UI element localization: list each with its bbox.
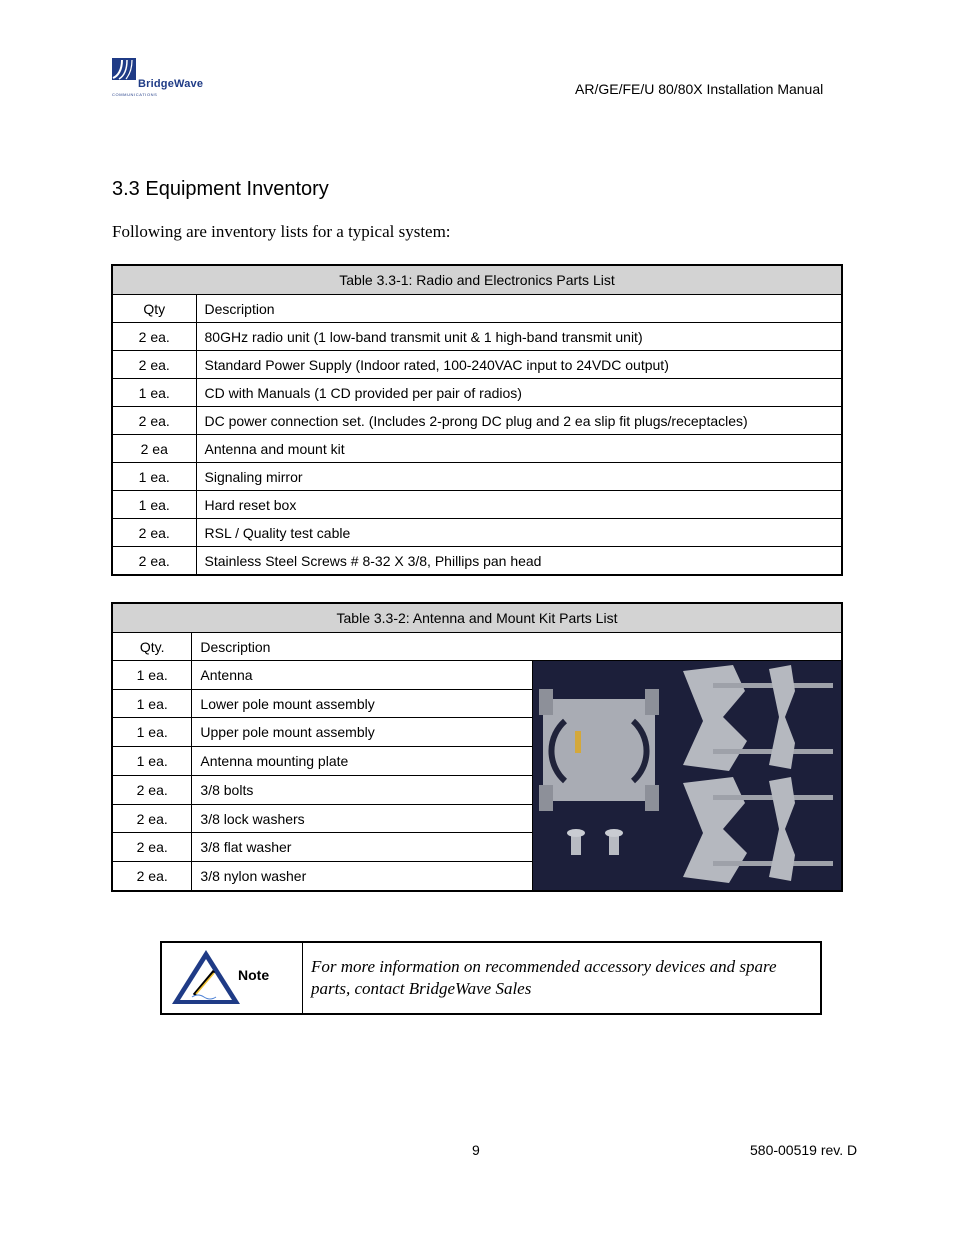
radio-electronics-parts-table [111, 264, 843, 576]
description-cell: DC power connection set. (Includes 2-prong DC plug and 2 ea slip fit plugs/receptacles) [196, 407, 842, 435]
description-cell: Antenna [192, 661, 533, 690]
column-header-description: Description [196, 295, 842, 323]
qty-cell: 2 ea. [112, 407, 196, 435]
qty-cell: 1 ea. [112, 689, 192, 718]
qty-cell: 2 ea. [112, 775, 192, 804]
qty-cell: 2 ea [112, 435, 196, 463]
intro-text: Following are inventory lists for a typical system: [112, 222, 451, 241]
description-cell: Stainless Steel Screws # 8-32 X 3/8, Phillips pan head [196, 547, 842, 576]
logo-text: BridgeWave [138, 78, 204, 90]
qty-cell: 1 ea. [112, 661, 192, 690]
description-cell: RSL / Quality test cable [196, 519, 842, 547]
manual-title: AR/GE/FE/U 80/80X Installation Manual [575, 81, 824, 97]
table-caption: Table 3.3-1: Radio and Electronics Parts List [112, 265, 842, 295]
qty-cell: 2 ea. [112, 804, 192, 833]
description-cell: 3/8 bolts [192, 775, 533, 804]
qty-cell: 1 ea. [112, 463, 196, 491]
column-header-qty: Qty [112, 295, 196, 323]
antenna-mount-kit-parts-table [111, 602, 843, 892]
description-cell: Antenna and mount kit [196, 435, 842, 463]
document-number: 580-00519 rev. D [750, 1142, 858, 1158]
qty-cell: 2 ea. [112, 833, 192, 862]
table-row [112, 463, 842, 491]
logo-subtext: COMMUNICATIONS [112, 92, 158, 97]
note-text: For more information on recommended accessory devices and spare parts, contact BridgeWave Sales [311, 957, 777, 998]
table-row [112, 661, 842, 690]
table-row [112, 407, 842, 435]
mount-kit-photo [533, 661, 843, 892]
section-title: 3.3 Equipment Inventory [112, 178, 329, 200]
description-cell: Signaling mirror [196, 463, 842, 491]
description-cell: 80GHz radio unit (1 low-band transmit unit & 1 high-band transmit unit) [196, 323, 842, 351]
description-cell: Antenna mounting plate [192, 747, 533, 776]
note-pencil-icon [170, 947, 242, 1007]
qty-cell: 2 ea. [112, 323, 196, 351]
qty-cell: 1 ea. [112, 491, 196, 519]
description-cell: Standard Power Supply (Indoor rated, 100-240VAC input to 24VDC output) [196, 351, 842, 379]
qty-cell: 1 ea. [112, 718, 192, 747]
description-cell: Upper pole mount assembly [192, 718, 533, 747]
note-divider [302, 943, 303, 1013]
table-row [112, 379, 842, 407]
table-row [112, 351, 842, 379]
qty-cell: 1 ea. [112, 379, 196, 407]
mount-kit-photo-image [533, 661, 841, 887]
description-cell: CD with Manuals (1 CD provided per pair of radios) [196, 379, 842, 407]
column-header-qty: Qty. [112, 633, 192, 661]
description-cell: 3/8 nylon washer [192, 862, 533, 891]
description-cell: Hard reset box [196, 491, 842, 519]
description-cell: Lower pole mount assembly [192, 689, 533, 718]
note-label: Note [238, 967, 270, 983]
table-row [112, 491, 842, 519]
table-caption: Table 3.3-2: Antenna and Mount Kit Parts List [112, 603, 842, 633]
qty-cell: 2 ea. [112, 351, 196, 379]
qty-cell: 1 ea. [112, 747, 192, 776]
table-row [112, 519, 842, 547]
column-header-description: Description [192, 633, 842, 661]
description-cell: 3/8 lock washers [192, 804, 533, 833]
table-row [112, 323, 842, 351]
note-box [160, 941, 822, 1015]
qty-cell: 2 ea. [112, 547, 196, 576]
description-cell: 3/8 flat washer [192, 833, 533, 862]
table-row [112, 547, 842, 576]
page-number: 9 [472, 1142, 480, 1158]
qty-cell: 2 ea. [112, 519, 196, 547]
table-row [112, 435, 842, 463]
qty-cell: 2 ea. [112, 862, 192, 891]
